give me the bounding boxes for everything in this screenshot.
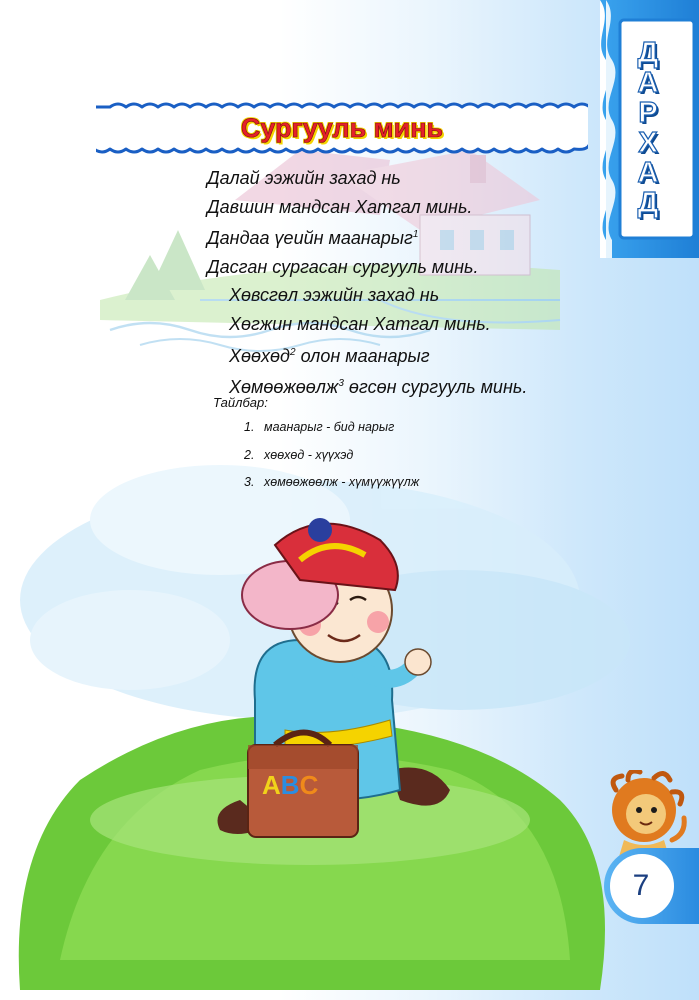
poem-line-1-text: Далай ээжийн захад нь xyxy=(207,168,401,188)
poem-line-2 xyxy=(207,193,607,222)
note-item xyxy=(244,418,419,446)
poem-line-8-text: Хөмөөжөөлж xyxy=(229,377,339,398)
notes-list xyxy=(244,418,419,501)
poem-line-7-text: Хөөхөд xyxy=(229,345,290,366)
notes-title: Тайлбар: xyxy=(213,395,268,410)
note-number: 3. xyxy=(244,475,255,489)
poem-line-7 xyxy=(207,339,607,371)
side-letter-5: А xyxy=(637,157,659,189)
poem-line-6-text: Хөгжин мандсан Хатгал минь. xyxy=(229,313,491,334)
note-text: маанарыг - бид нарыг xyxy=(264,420,395,434)
note-text: хөмөөжөөлж - хүмүүжүүлж xyxy=(264,475,420,489)
poem-line-4-text: Дасган сургасан сургууль минь. xyxy=(207,256,479,277)
side-tab-title xyxy=(616,38,680,218)
page-title: Сургууль минь xyxy=(240,113,444,143)
poem-line-4 xyxy=(207,253,607,282)
note-number: 1. xyxy=(244,420,255,434)
side-letter-6: Д xyxy=(637,187,659,219)
note-text: хөөхөд - хүүхэд xyxy=(264,447,354,462)
side-letter-1: Д xyxy=(637,37,659,69)
poem-line-6 xyxy=(207,310,607,339)
note-item xyxy=(244,446,419,474)
bag-letter-a: A xyxy=(262,770,281,800)
footnote-marker-3: 3 xyxy=(338,378,344,390)
side-letter-2: А xyxy=(637,67,659,99)
poem-line-5-text: Хөвсгөл ээжийн захад нь xyxy=(229,285,440,306)
note-number: 2. xyxy=(244,447,255,462)
poem-line-1 xyxy=(207,164,607,193)
poem-line-5 xyxy=(207,281,607,310)
side-letter-3: Р xyxy=(638,97,658,129)
poem-line-8-rest: өгсөн сургууль минь. xyxy=(343,377,528,398)
poem-line-3-text: Дандаа үеийн маанарыг xyxy=(207,228,413,249)
note-item xyxy=(244,473,419,501)
schoolbag-letters xyxy=(262,770,318,801)
side-letter-4: Х xyxy=(638,127,658,159)
poem-line-3 xyxy=(207,221,607,253)
page-number: 7 xyxy=(632,869,650,902)
poem xyxy=(207,164,607,402)
footnote-marker-1: 1 xyxy=(412,229,419,241)
bag-letter-c: C xyxy=(299,770,319,800)
poem-line-7-rest: олон маанарыг xyxy=(295,345,430,366)
footnote-marker-2: 2 xyxy=(290,346,296,358)
poem-line-2-text: Давшин мандсан Хатгал минь. xyxy=(207,196,473,217)
bag-letter-b: B xyxy=(280,770,300,800)
